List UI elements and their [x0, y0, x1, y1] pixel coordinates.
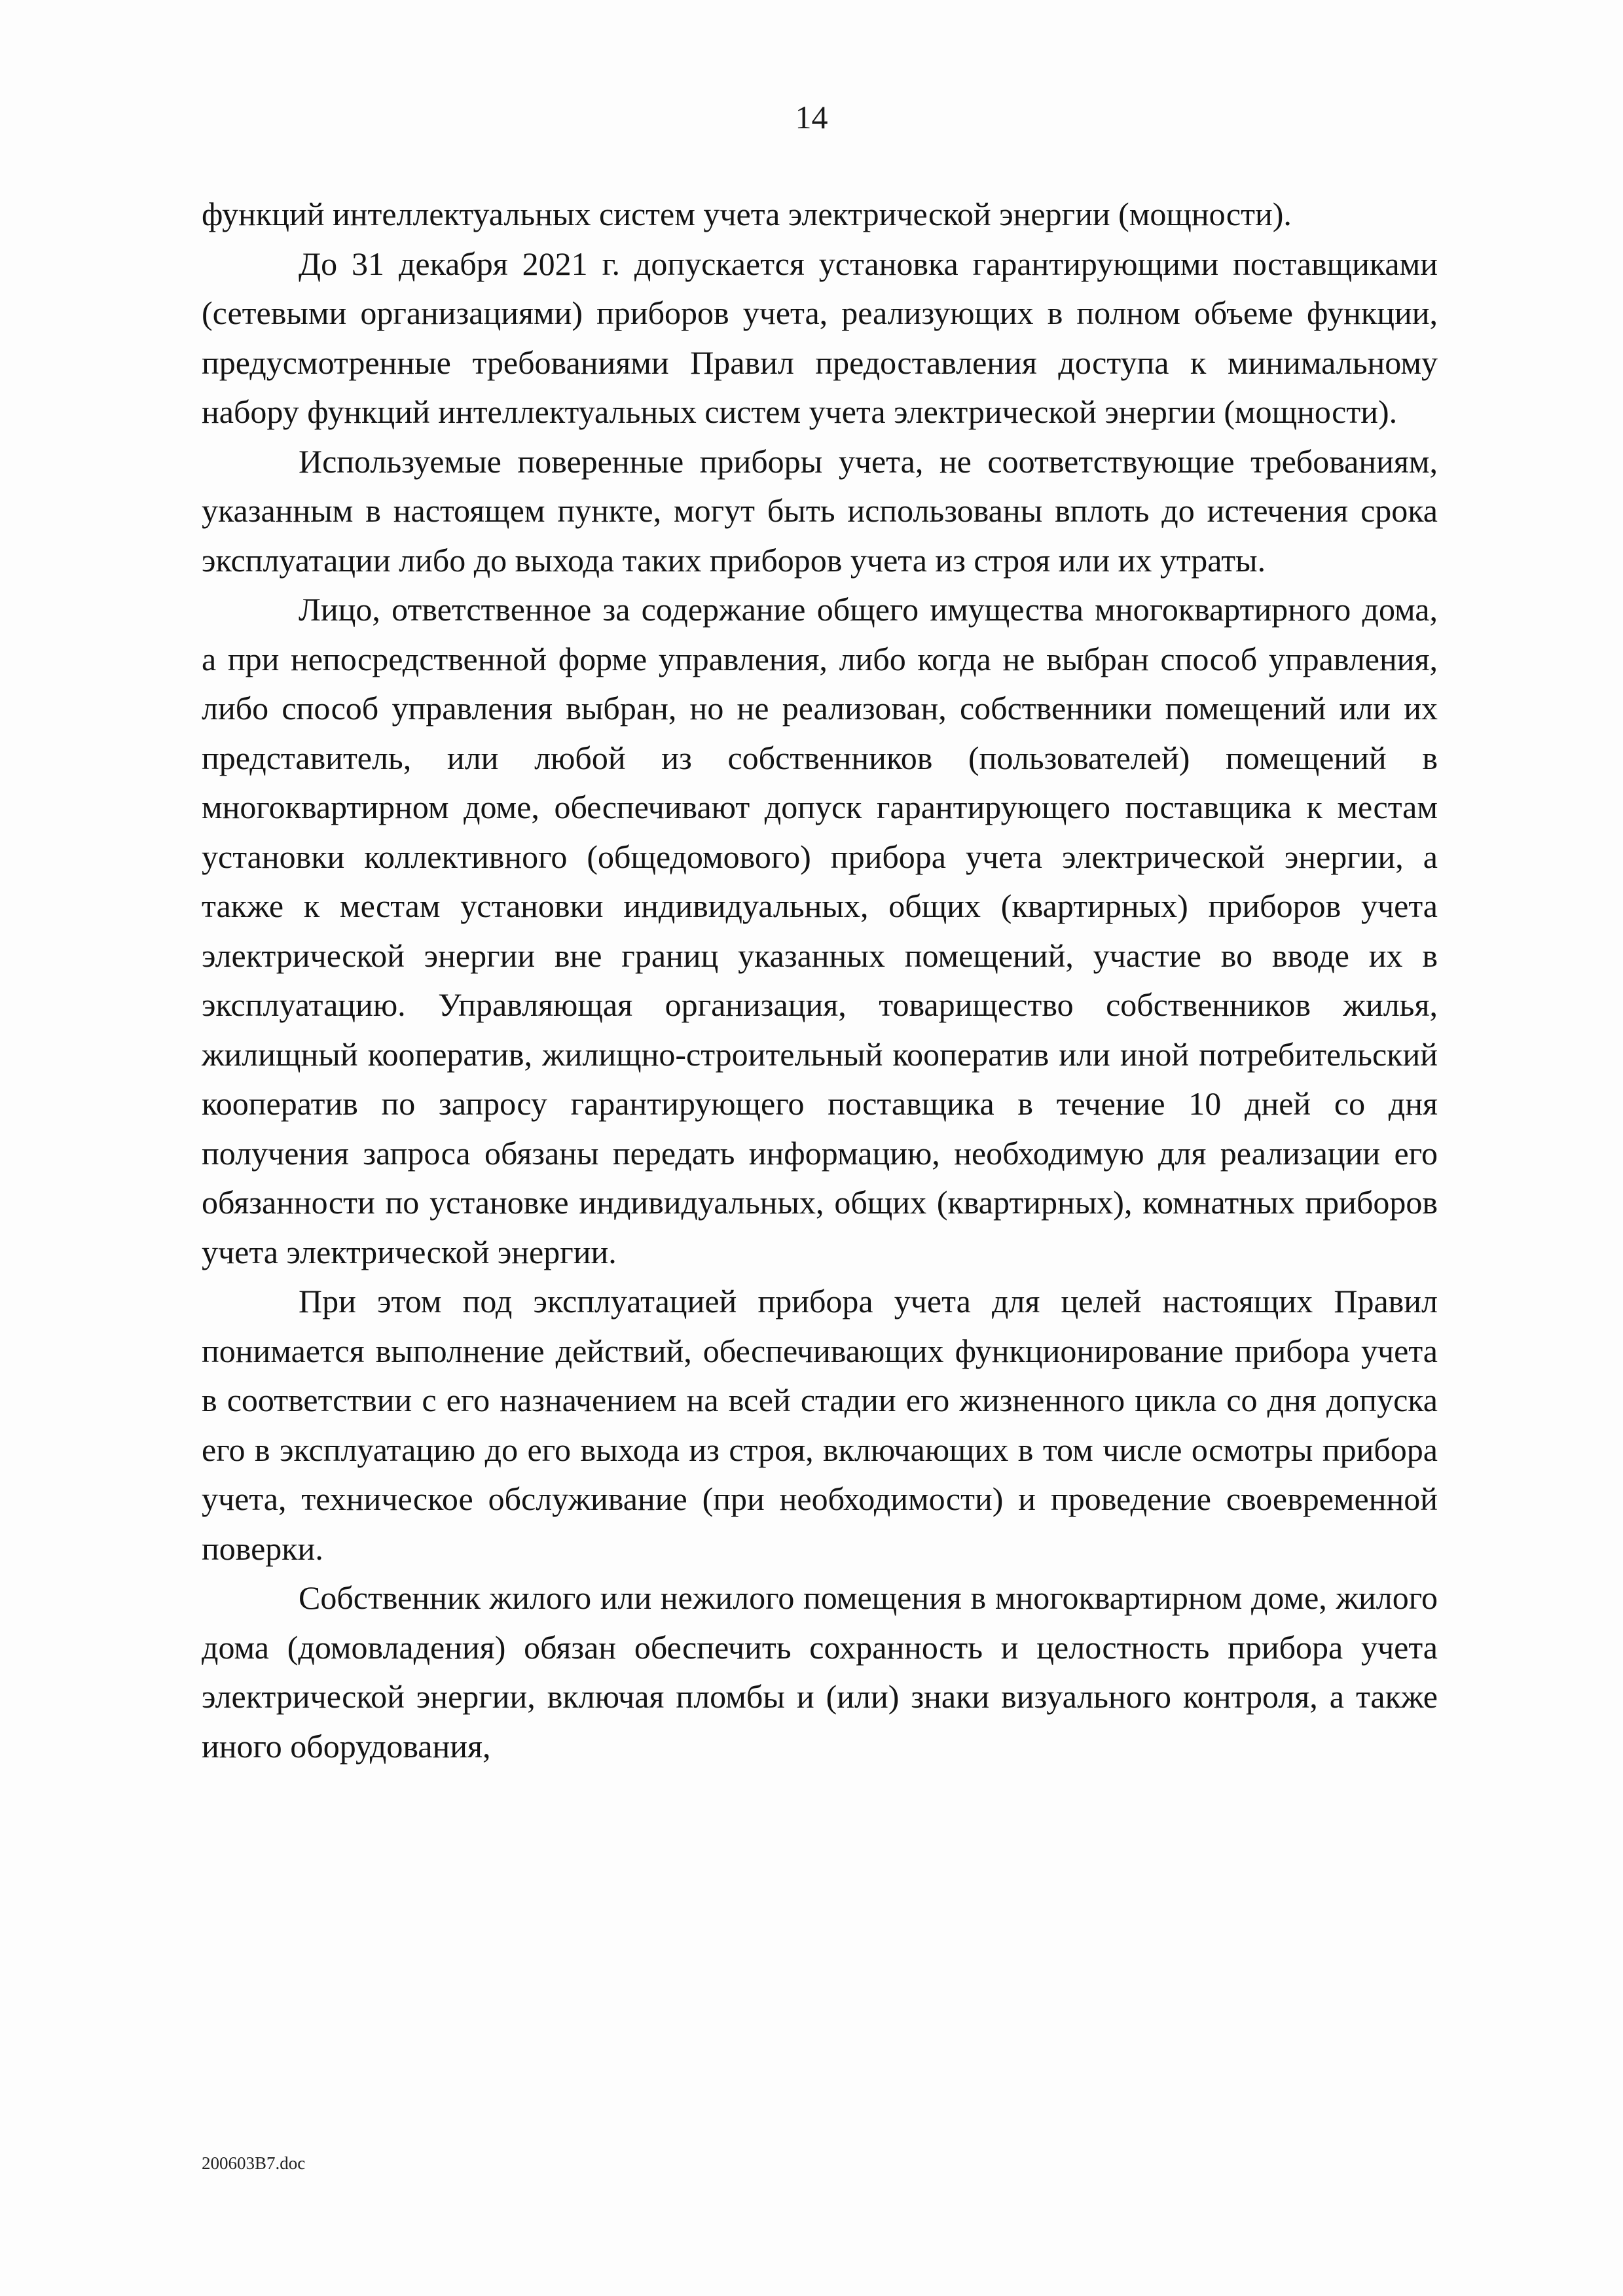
paragraph: Лицо, ответственное за содержание общего имущества многоквартирного дома, а при непосредственной форме управления, либо когда не выбран способ управления, либо способ управления выбран, но не реализован, собственники помещений или их представитель, или любой из собственников (пользователей) помещений в многоквартирном доме, обеспечивают допуск гарантирующего поставщика к местам установки коллективного (общедомового) прибора учета электрической энергии, а также к местам установки индивидуальных, общих (квартирных) приборов учета электрической энергии вне границ указанных помещений, участие во вводе их в эксплуатацию. Управляющая организация, товарищество собственников жилья, жилищный кооператив, жилищно-строительный кооператив или иной потребительский кооператив по запросу гарантирующего поставщика в течение 10 дней со дня получения запроса обязаны передать информацию, необходимую для реализации его обязанности по установке индивидуальных, общих (квартирных), комнатных приборов учета электрической энергии.: [202, 591, 1438, 1270]
page-number: 14: [795, 99, 828, 135]
paragraph: До 31 декабря 2021 г. допускается установка гарантирующими поставщиками (сетевыми организациями) приборов учета, реализующих в полном объеме функции, предусмотренные требованиями Правил предоставления доступа к минимальному набору функций интеллектуальных систем учета электрической энергии (мощности).: [202, 245, 1438, 430]
paragraph-continuation: функций интеллектуальных систем учета электрической энергии (мощности).: [202, 196, 1292, 232]
paragraph: Собственник жилого или нежилого помещения в многоквартирном доме, жилого дома (домовладения) обязан обеспечить сохранность и целостность прибора учета электрической энергии, включая пломбы и (или) знаки визуального контроля, а также иного оборудования,: [202, 1579, 1438, 1765]
paragraph: При этом под эксплуатацией прибора учета для целей настоящих Правил понимается выполнение действий, обеспечивающих функционирование прибора учета в соответствии с его назначением на всей стадии его жизненного цикла со дня допуска его в эксплуатацию до его выхода из строя, включающих в том числе осмотры прибора учета, техническое обслуживание (при необходимости) и проведение своевременной поверки.: [202, 1283, 1438, 1567]
document-body: [202, 190, 1438, 1771]
footer-filename: 200603В7.doc: [202, 2153, 306, 2173]
paragraph: Используемые поверенные приборы учета, не соответствующие требованиям, указанным в настоящем пункте, могут быть использованы вплоть до истечения срока эксплуатации либо до выхода таких приборов учета из строя или их утраты.: [202, 442, 1438, 579]
